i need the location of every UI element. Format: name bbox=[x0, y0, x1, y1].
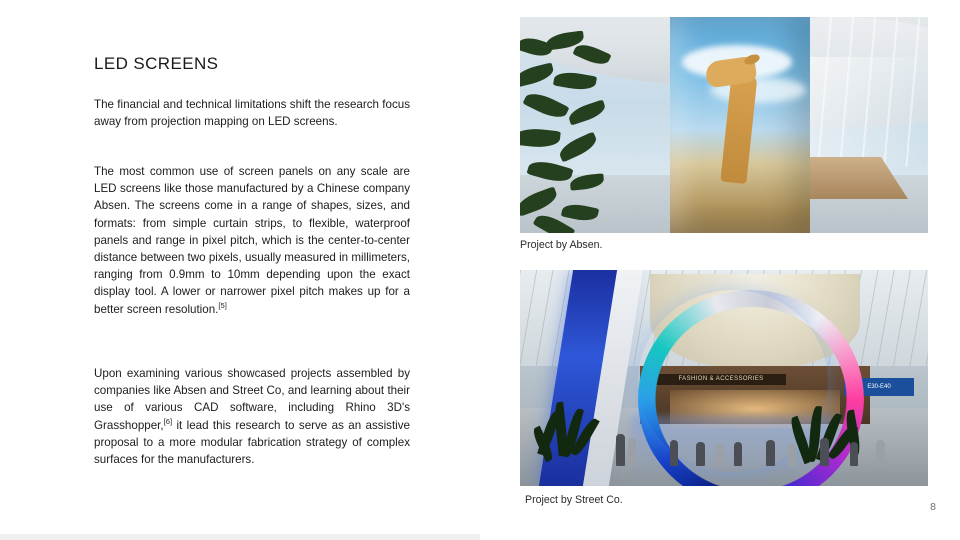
paragraph-3-text-b: it lead this research to serve as an assistive proposal to a more modular fabrication strategy of complex surfaces for the manufacturers. bbox=[94, 418, 410, 467]
photo-airport-led-ring bbox=[520, 270, 928, 486]
photo-giraffe-led-column bbox=[520, 17, 928, 233]
footnote-ref-5[interactable]: [5] bbox=[218, 300, 227, 310]
footnote-ref-6[interactable]: [6] bbox=[163, 416, 173, 426]
paragraph-3 bbox=[94, 365, 410, 468]
facade-mullions bbox=[808, 17, 928, 167]
figure-absen bbox=[520, 17, 928, 251]
media-column bbox=[480, 0, 960, 540]
bottom-rule bbox=[0, 534, 480, 540]
paragraph-2 bbox=[94, 163, 410, 318]
led-column bbox=[670, 17, 810, 233]
paragraph-3-text-a: Upon examining various showcased projects assembled by companies like Absen and Street Co, and learning about their use of various CAD software, including Rhino 3D's Grasshopper, bbox=[94, 367, 410, 432]
gate-direction-sign: E30-E40 bbox=[844, 378, 914, 396]
figure-caption-absen: Project by Absen. bbox=[520, 239, 603, 251]
foreground-tree bbox=[520, 33, 644, 233]
figure-street-co bbox=[520, 270, 928, 506]
paragraph-1: The financial and technical limitations shift the research focus away from projection mapping on LED screens. bbox=[94, 98, 410, 129]
page-title: LED SCREENS bbox=[94, 54, 219, 73]
foreground-plant-left bbox=[538, 400, 602, 462]
figure-caption-street-co: Project by Street Co. bbox=[525, 494, 623, 506]
page-number: 8 bbox=[930, 501, 936, 513]
paragraph-2-text: The most common use of screen panels on any scale are LED screens like those manufactured by a Chinese company Absen. The screens come in a range of shapes, sizes, and formats: from simple curtain strips, to flexible, waterproof panels and range in pixel pitch, which is the center-to-center distance between two pixels, usually measured in millimeters, ranging from 0.9mm to 10mm depending upon the exact display tool. A lower or narrower pixel pitch makes up for a better screen resolution. bbox=[94, 165, 410, 316]
